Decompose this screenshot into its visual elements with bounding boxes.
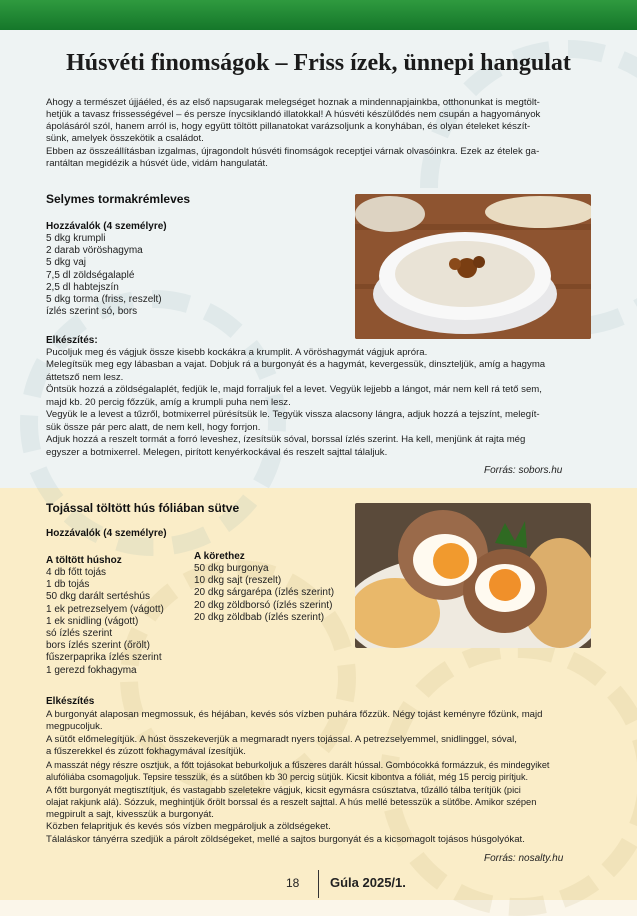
page-title: Húsvéti finomságok – Friss ízek, ünnepi hangulat [66, 50, 571, 76]
recipe1-title: Selymes tormakrémleves [46, 192, 191, 206]
ingredient-item: 5 dkg krumpli [46, 233, 106, 244]
method-line: A burgonyát alaposan megmossuk, és héjában, kevés sós vízben puhára főzzük. Négy tojást keményre főzünk, majd [46, 709, 543, 720]
method-line: Tálaláskor tányérra szedjük a párolt zöldségeket, mellé a sajtos burgonyát és a kicsomagolt tojásos húsgolyókat. [46, 834, 525, 845]
intro-line: rantáltan megidézik a húsvét üde, vidám hangulatát. [46, 158, 268, 169]
recipe2-ingredients-title: Hozzávalók (4 személyre) [46, 528, 167, 539]
recipe2-title: Tojással töltött hús fóliában sütve [46, 501, 240, 515]
ingredient-item: 5 dkg torma (friss, reszelt) [46, 294, 162, 306]
ingredient-item: só ízlés szerint [46, 628, 113, 640]
ingredient-item: bors ízlés szerint (őrölt) [46, 640, 150, 652]
recipe2-filling-title: A töltött húshoz [46, 555, 122, 566]
method-line: olajat rakjunk alá). Sózzuk, meghintjük őrölt borssal és a reszelt sajttal. A hús mellé betesszük a sütőbe. Amikor szépen [46, 797, 537, 807]
ingredient-item: ízlés szerint só, bors [46, 306, 138, 318]
ingredient-item: 1 ek snidling (vágott) [46, 615, 139, 627]
intro-line: Ebben az összeállításban izgalmas, újragondolt húsvéti finomságok receptjei várnak olvasóinkra. Ezek az ételek ga- [46, 146, 540, 157]
recipe2-side [194, 563, 334, 624]
recipe1-source: Forrás: sobors.hu [484, 465, 563, 476]
method-line: egyszer a botmixerrel. Melegen, pirított kenyérkockával és reszelt sajttal tálaljuk. [46, 447, 388, 458]
method-line: megpirult a sajt, kivesszük a burgonyát. [46, 809, 214, 820]
ingredient-item: 1 gerezd fokhagyma [46, 664, 137, 676]
intro-line: Ahogy a természet újjáéled, és az első napsugarak melegséget hoznak a mindennapjainkba, otthonunkat is megtölt- [46, 97, 540, 108]
footer-divider [318, 870, 319, 898]
page-number: 18 [286, 876, 300, 890]
method-line: megpucoljuk. [46, 721, 103, 732]
ingredient-item: 4 db főtt tojás [46, 567, 107, 578]
method-line: Közben felapritjuk és kevés sós vízben megpároljuk a zöldségeket. [46, 821, 331, 832]
method-line: A sütőt előmelegítjük. A húst összekeverjük a megmaradt nyers tojással. A petrezselyemmel, snidlinggel, sóval, [46, 734, 517, 745]
recipe1-ingredients-title: Hozzávalók (4 személyre) [46, 221, 167, 232]
recipe2-method-title: Elkészítés [46, 696, 95, 707]
ingredient-item: fűszerpaprika ízlés szerint [46, 652, 162, 664]
top-color-bar [0, 0, 637, 30]
method-line: áttetsző nem lesz. [46, 372, 124, 383]
ingredient-item: 1 ek petrezselyem (vágott) [46, 603, 164, 615]
method-line: Melegítsük meg egy lábasban a vajat. Dobjuk rá a burgonyát és a hagymát, kevergessük, dinszteljük, amíg a hagyma [46, 359, 546, 370]
ingredient-item: 10 dkg sajt (reszelt) [194, 575, 282, 587]
method-line: a fűszerekkel és zúzott fokhagymával ízesítjük. [46, 746, 246, 757]
method-line: sük össze pár perc alatt, de nem kell, hogy forrjon. [46, 422, 261, 433]
method-line: Adjuk hozzá a reszelt tormát a forró leveshez, ízesítsük sóval, borssal ízlés szerint. Ha kell, menjünk át rajta még [46, 434, 526, 445]
recipe2-source: Forrás: nosalty.hu [484, 853, 564, 864]
soup-image [355, 194, 591, 339]
meatball-photo [355, 503, 591, 648]
recipe1-ingredients [46, 233, 162, 318]
method-line: A masszát négy részre osztjuk, a főtt tojásokat beburkoljuk a fűszeres darált hússal. Gombócokká formázzuk, és mindegyiket [46, 760, 550, 770]
magazine-issue: Gúla 2025/1. [330, 875, 406, 890]
method-line: Vegyük le a levest a tűzről, botmixerrel pürésítsük le. Tegyük vissza alacsony lángra, adjuk hozzá a tejszínt, melegít- [46, 409, 540, 420]
ingredient-item: 20 dkg zöldbab (ízlés szerint) [194, 611, 325, 623]
recipe2-side-title: A körethez [194, 551, 245, 562]
method-line: alufóliába csomagoljuk. Tepsire tesszük, és a sütőben kb 30 percig sütjük. Kicsit kibontva a fóliát, még 15 percig pirítjuk. [46, 772, 529, 782]
ingredient-item: 2 darab vöröshagyma [46, 245, 143, 257]
ingredient-item: 5 dkg vaj [46, 257, 87, 269]
ingredient-item: 7,5 dl zöldségalaplé [46, 269, 135, 281]
method-line: majd kb. 20 percig főzzük, amíg a krumpli puha nem lesz. [46, 397, 291, 408]
ingredient-item: 1 db tojás [46, 579, 90, 591]
recipe2-filling [46, 567, 164, 677]
ingredient-item: 2,5 dl habtejszín [46, 281, 119, 293]
method-line: Pucoljuk meg és vágjuk össze kisebb kockákra a krumplit. A vöröshagymát vágjuk apróra. [46, 347, 428, 358]
ingredient-item: 20 dkg zöldborsó (ízlés szerint) [194, 599, 333, 611]
intro-line: hetjük a tavasz frissességével – és persze ínycsiklandó illatokkal! A húsvéti készülődés nem csupán a hagyományok [46, 109, 541, 120]
intro-line: ápolásáról szól, hanem arról is, hogy együtt töltött pillanatokat varázsoljunk a konyhában, és olyan ételeket készít- [46, 121, 531, 132]
recipe1-method-title: Elkészítés: [46, 335, 98, 346]
ingredient-item: 50 dkg burgonya [194, 563, 269, 574]
method-line: A főtt burgonyát megtisztítjuk, és vastagabb szeletekre vágjuk, kicsit egymásra csúsztatva, tűzálló tálba terítjük (pici [46, 785, 521, 795]
method-line: Öntsük hozzá a zöldségalaplét, fedjük le, majd forraljuk fel a levet. Vegyük lejjebb a lángot, már nem kell rá tető sem, [46, 384, 542, 395]
intro-line: sünk, amelyek összekötik a családot. [46, 133, 204, 144]
ingredient-item: 50 dkg darált sertéshús [46, 591, 150, 603]
meatball-image [355, 503, 591, 648]
soup-photo [355, 194, 591, 339]
ingredient-item: 20 dkg sárgarépa (ízlés szerint) [194, 587, 335, 599]
